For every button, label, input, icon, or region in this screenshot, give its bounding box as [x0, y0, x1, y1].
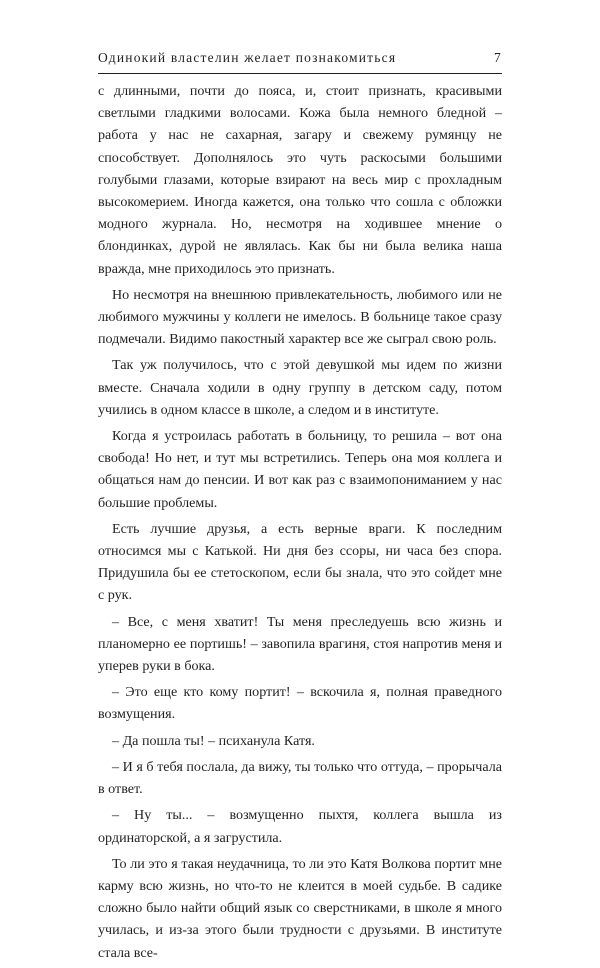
header-rule	[98, 73, 502, 74]
paragraph: То ли это я такая неудачница, то ли это Катя Волкова портит мне карму всю жизнь, но что-то не клеится в моей судьбе. В садике сложно было найти общий язык со сверстниками, в школе я много училась, и из-за этого были трудности с друзьями. В институте стала все-	[98, 855, 502, 961]
page-number: 7	[494, 50, 502, 65]
paragraph: Но несмотря на внешнюю привлекательность, любимого или не любимого мужчины у коллеги не имелось. В больнице такое сразу подмечали. Видимо пакостный характер все же сыграл свою роль.	[98, 286, 502, 348]
dialogue-line: – Все, с меня хватит! Ты меня преследуешь всю жизнь и планомерно ее портишь! – завопила врагиня, стоя напротив меня и уперев руки в бока.	[98, 613, 502, 675]
page-header	[98, 50, 502, 66]
dialogue-line: – Ну ты... – возмущенно пыхтя, коллега вышла из ординаторской, а я загрустила.	[98, 807, 502, 846]
paragraph: Когда я устроилась работать в больницу, то решила – вот она свобода! Но нет, и тут мы встретились. Теперь она моя коллега и общаться нам до пенсии. И вот как раз с взаимопониманием у нас большие проблемы.	[98, 428, 502, 511]
paragraph: Есть лучшие друзья, а есть верные враги. К последним относимся мы с Катькой. Ни дня без ссоры, ни часа без спора. Придушила бы ее стетоскопом, если бы знала, что это сойдет мне с рук.	[98, 520, 502, 604]
dialogue-line: – И я б тебя послала, да вижу, ты только что оттуда, – прорычала в ответ.	[98, 758, 502, 798]
running-title: Одинокий властелин желает познакомиться	[98, 50, 397, 65]
paragraph: Так уж получилось, что с этой девушкой мы идем по жизни вместе. Сначала ходили в одну группу в детском саду, потом учились в одном классе в школе, а следом и в институте.	[98, 357, 502, 418]
dialogue-line: – Да пошла ты! – психанула Катя.	[112, 732, 315, 749]
body-text	[98, 80, 502, 968]
paragraph: с длинными, почти до пояса, и, стоит признать, красивыми светлыми гладкими волосами. Кожа была немного бледной – работа у нас не сахарная, загару и свежему румянцу не способствует. Дополнялось это чуть раскосыми большими голубыми глазами, которые взирают на весь мир с прохладным высокомерием. Иногда кажется, она только что сошла с обложки модного журнала. Но, несмотря на ходившее мнение о блондинках, дурой не являлась. Как бы ни была велика наша вражда, мне приходилось это признать.	[98, 83, 502, 277]
dialogue-line: – Это еще кто кому портит! – вскочила я, полная праведного возмущения.	[98, 684, 502, 723]
